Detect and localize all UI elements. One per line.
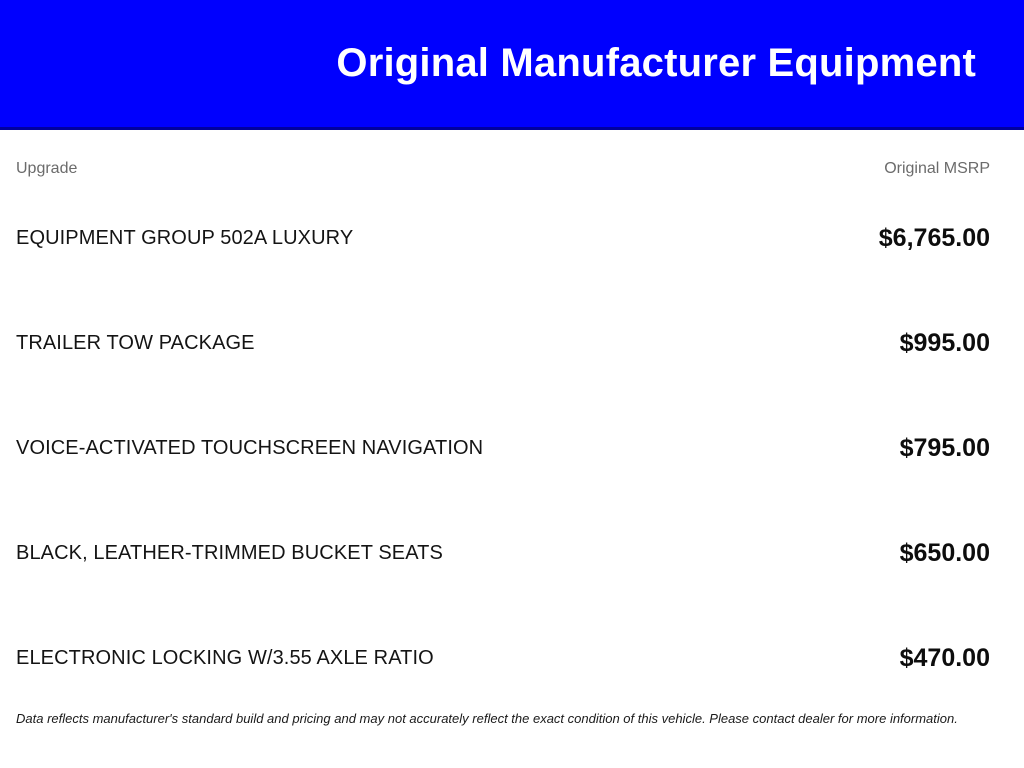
equipment-msrp: $470.00 (899, 644, 990, 672)
equipment-msrp: $6,765.00 (878, 224, 990, 252)
equipment-msrp: $995.00 (899, 329, 990, 357)
equipment-name: ELECTRONIC LOCKING W/3.55 AXLE RATIO (16, 647, 434, 669)
table-row (0, 186, 1024, 291)
equipment-msrp: $650.00 (899, 539, 990, 567)
disclaimer-text: Data reflects manufacturer's standard build and pricing and may not accurately reflect the exact condition of this vehicle. Please contact dealer for more information. (16, 711, 958, 726)
table-row (0, 396, 1024, 501)
column-header-upgrade: Upgrade (16, 160, 78, 177)
column-headers (0, 130, 1024, 178)
table-row (0, 606, 1024, 711)
equipment-name: TRAILER TOW PACKAGE (16, 332, 255, 354)
equipment-msrp: $795.00 (899, 434, 990, 462)
column-header-original-msrp: Original MSRP (884, 160, 990, 177)
equipment-list (0, 186, 1024, 711)
page-title: Original Manufacturer Equipment (336, 41, 976, 85)
equipment-name: VOICE-ACTIVATED TOUCHSCREEN NAVIGATION (16, 437, 484, 459)
table-row (0, 291, 1024, 396)
header-banner (0, 0, 1024, 130)
table-row (0, 501, 1024, 606)
equipment-name: EQUIPMENT GROUP 502A LUXURY (16, 227, 354, 249)
equipment-name: BLACK, LEATHER-TRIMMED BUCKET SEATS (16, 542, 443, 564)
